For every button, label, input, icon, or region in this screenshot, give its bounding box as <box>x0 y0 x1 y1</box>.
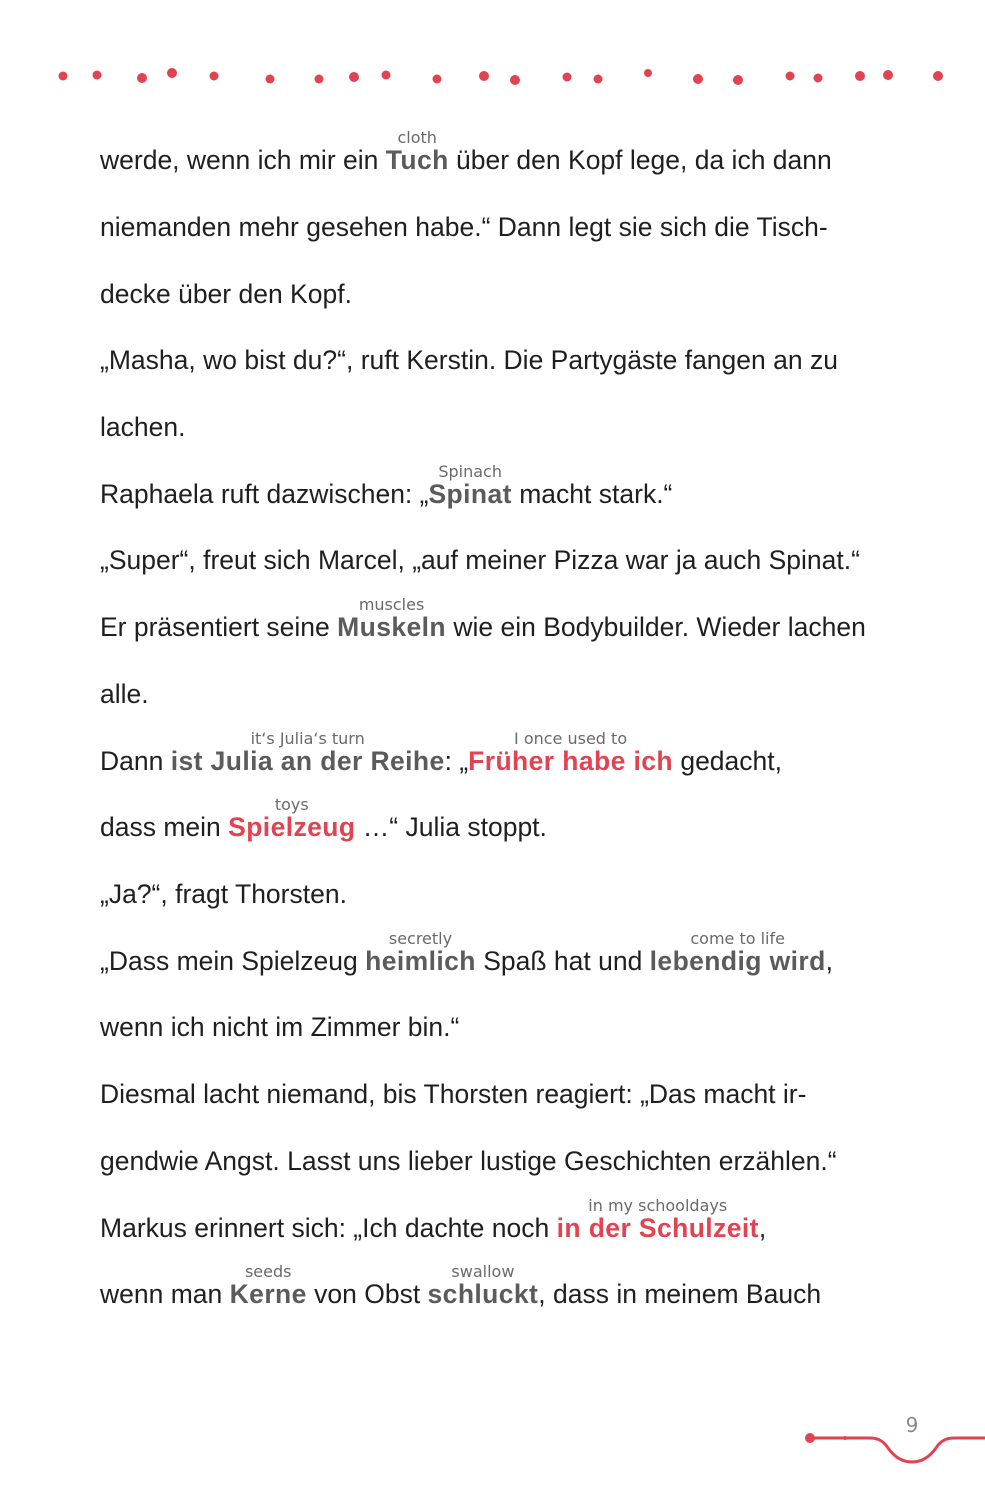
vocab-word <box>428 462 512 511</box>
border-dot <box>349 72 359 82</box>
text-run: Raphaela ruft dazwischen: „ <box>100 479 429 509</box>
text-line <box>100 1077 806 1111</box>
vocab-word <box>365 929 476 978</box>
text-run: , <box>758 1213 767 1243</box>
text-line <box>100 1196 767 1245</box>
text-run: „Dass mein Spielzeug <box>100 946 366 976</box>
vocab-word <box>337 595 446 644</box>
vocab-term: Früher habe ich <box>468 746 673 776</box>
border-dot <box>933 71 943 81</box>
vocab-gloss: toys <box>274 795 309 814</box>
text-run: macht stark.“ <box>511 479 673 509</box>
text-run: über den Kopf lege, da ich dann <box>448 145 832 175</box>
vocab-gloss: seeds <box>244 1262 292 1281</box>
vocab-phrase-highlight <box>468 729 673 778</box>
border-dot <box>433 75 442 84</box>
vocab-gloss: Spinach <box>438 462 502 481</box>
text-run: „Ja?“, fragt Thorsten. <box>100 879 347 909</box>
vocab-gloss: in my schooldays <box>588 1196 728 1215</box>
text-line <box>100 543 860 577</box>
vocab-gloss: secretly <box>388 929 453 948</box>
text-run: wie ein Bodybuilder. Wieder lachen <box>445 612 866 642</box>
text-line <box>100 595 866 644</box>
text-run: decke über den Kopf. <box>100 279 352 309</box>
vocab-phrase-highlight <box>556 1196 759 1245</box>
border-dot <box>382 71 391 80</box>
vocab-word <box>229 1262 307 1311</box>
vocab-phrase-highlight <box>228 795 356 844</box>
text-run: lachen. <box>100 412 186 442</box>
text-line <box>100 1010 459 1044</box>
text-run: …“ Julia stoppt. <box>355 812 547 842</box>
border-dot <box>786 72 795 81</box>
vocab-term: lebendig wird <box>649 946 826 976</box>
vocab-term: Spinat <box>428 479 512 509</box>
text-run: , dass in meinem Bauch <box>538 1279 822 1309</box>
text-run: alle. <box>100 679 149 709</box>
border-dot <box>93 71 102 80</box>
text-run: Er präsentiert seine <box>100 612 338 642</box>
text-run: dass mein <box>100 812 229 842</box>
text-run: „Masha, wo bist du?“, ruft Kerstin. Die Partygäste fangen an zu <box>100 345 838 375</box>
text-line <box>100 462 673 511</box>
text-run: Diesmal lacht niemand, bis Thorsten reagiert: „Das macht ir- <box>100 1079 807 1109</box>
vocab-term: schluckt <box>427 1279 539 1309</box>
text-line <box>100 410 185 444</box>
border-dot <box>59 72 68 81</box>
text-line <box>100 343 838 377</box>
vocab-gloss: come to life <box>690 929 785 948</box>
text-run: wenn man <box>100 1279 230 1309</box>
border-dot <box>693 74 703 84</box>
vocab-gloss: muscles <box>358 595 425 614</box>
text-line <box>100 210 828 244</box>
vocab-term: Spielzeug <box>228 812 356 842</box>
text-line <box>100 729 782 778</box>
vocab-word <box>649 929 826 978</box>
border-dot <box>644 69 652 77</box>
text-line <box>100 795 547 844</box>
vocab-gloss: cloth <box>397 128 437 147</box>
vocab-term: Tuch <box>385 145 449 175</box>
text-run: werde, wenn ich mir ein <box>100 145 386 175</box>
text-line <box>100 929 834 978</box>
text-run: wenn ich nicht im Zimmer bin.“ <box>100 1012 460 1042</box>
vocab-word <box>427 1262 539 1311</box>
vocab-gloss: swallow <box>451 1262 515 1281</box>
vocab-term: heimlich <box>365 946 476 976</box>
text-run: gendwie Angst. Lasst uns lieber lustige Geschichten erzählen.“ <box>100 1146 837 1176</box>
text-run: , <box>825 946 834 976</box>
border-dot <box>855 71 865 81</box>
page-number: 9 <box>905 1413 919 1437</box>
border-dot <box>315 75 324 84</box>
text-line <box>100 128 832 177</box>
vocab-gloss: it‘s Julia‘s turn <box>250 729 365 748</box>
text-line <box>100 677 149 711</box>
text-line <box>100 1262 822 1311</box>
vocab-term: ist Julia an der Reihe <box>170 746 445 776</box>
decorative-dot-border <box>0 0 985 110</box>
border-dot <box>883 70 893 80</box>
border-dot <box>814 74 823 83</box>
border-dot <box>733 75 743 85</box>
border-dot <box>594 75 603 84</box>
text-run: Markus erinnert sich: „Ich dachte noch <box>100 1213 557 1243</box>
border-dot <box>479 71 489 81</box>
border-dot <box>137 73 147 83</box>
border-dot <box>266 75 275 84</box>
vocab-term: Kerne <box>229 1279 307 1309</box>
vocab-gloss: I once used to <box>514 729 628 748</box>
footer-dot <box>805 1433 815 1443</box>
vocab-word <box>170 729 445 778</box>
border-dot <box>510 75 520 85</box>
text-line <box>100 1144 837 1178</box>
footer-line <box>810 1438 985 1462</box>
footer-dot-small <box>843 1436 847 1440</box>
text-run: gedacht, <box>672 746 782 776</box>
text-run: Dann <box>100 746 171 776</box>
text-run: von Obst <box>306 1279 428 1309</box>
text-line <box>100 877 347 911</box>
text-run: „Super“, freut sich Marcel, „auf meiner Pizza war ja auch Spinat.“ <box>100 545 860 575</box>
text-run: niemanden mehr gesehen habe.“ Dann legt sie sich die Tisch- <box>100 212 828 242</box>
text-line <box>100 277 352 311</box>
vocab-word <box>385 128 449 177</box>
vocab-term: Muskeln <box>337 612 446 642</box>
border-dot <box>167 68 177 78</box>
text-run: : „ <box>444 746 469 776</box>
vocab-term: in der Schulzeit <box>556 1213 759 1243</box>
border-dot <box>210 72 219 81</box>
border-dot <box>563 73 572 82</box>
text-run: Spaß hat und <box>475 946 650 976</box>
